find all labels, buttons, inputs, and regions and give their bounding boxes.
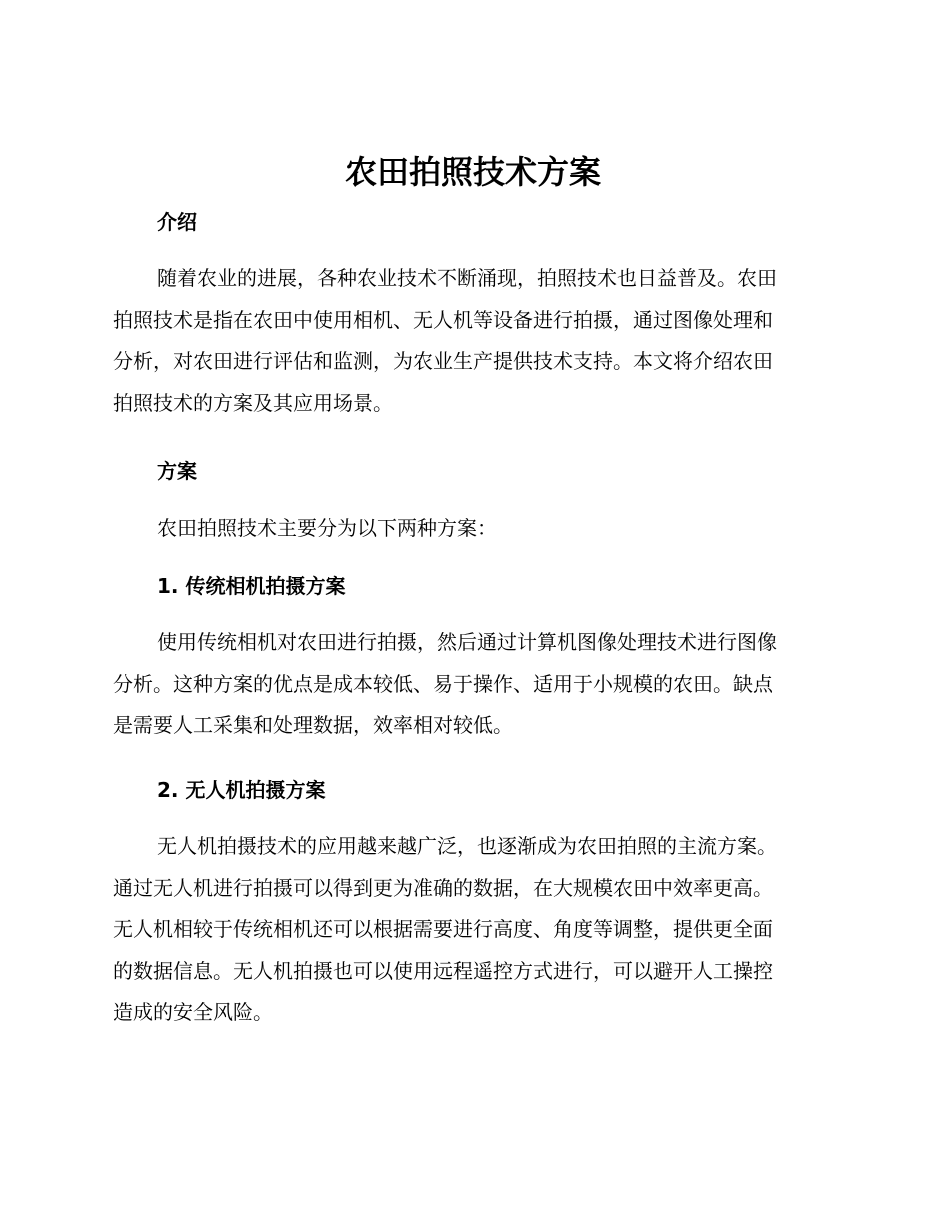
section-paragraph-intro — [113, 258, 831, 424]
paragraph-line: 随着农业的进展，各种农业技术不断涌现，拍照技术也日益普及。农田 — [157, 266, 777, 290]
section-heading-intro: 介绍 — [157, 210, 197, 234]
paragraph-line: 无人机拍摄技术的应用越来越广泛，也逐渐成为农田拍照的主流方案。 — [157, 834, 777, 858]
section-paragraph-traditional-camera — [113, 622, 831, 747]
paragraph-line: 农田拍照技术主要分为以下两种方案： — [157, 516, 497, 540]
section-paragraph-drone — [113, 826, 831, 1034]
paragraph-line: 拍照技术是指在农田中使用相机、无人机等设备进行拍摄，通过图像处理和 — [113, 307, 773, 332]
paragraph-line: 分析，对农田进行评估和监测，为农业生产提供技术支持。本文将介绍农田 — [113, 349, 773, 373]
paragraph-line: 是需要人工采集和处理数据，效率相对较低。 — [113, 713, 513, 737]
section-heading-plan: 方案 — [157, 459, 197, 483]
section-heading-traditional-camera: 1. 传统相机拍摄方案 — [157, 574, 346, 598]
section-heading-drone: 2. 无人机拍摄方案 — [157, 778, 326, 802]
paragraph-line: 的数据信息。无人机拍摄也可以使用远程遥控方式进行，可以避开人工操控 — [113, 958, 773, 983]
section-paragraph-plan — [113, 508, 831, 550]
paragraph-line: 分析。这种方案的优点是成本较低、易于操作、适用于小规模的农田。缺点 — [113, 671, 773, 696]
paragraph-line: 无人机相较于传统相机还可以根据需要进行高度、角度等调整，提供更全面 — [113, 917, 773, 941]
paragraph-line: 使用传统相机对农田进行拍摄，然后通过计算机图像处理技术进行图像 — [157, 630, 777, 654]
paragraph-line: 拍照技术的方案及其应用场景。 — [113, 390, 393, 415]
paragraph-line: 造成的安全风险。 — [113, 1000, 273, 1024]
paragraph-line: 通过无人机进行拍摄可以得到更为准确的数据，在大规模农田中效率更高。 — [113, 875, 773, 900]
document-title: 农田拍照技术方案 — [344, 153, 601, 191]
